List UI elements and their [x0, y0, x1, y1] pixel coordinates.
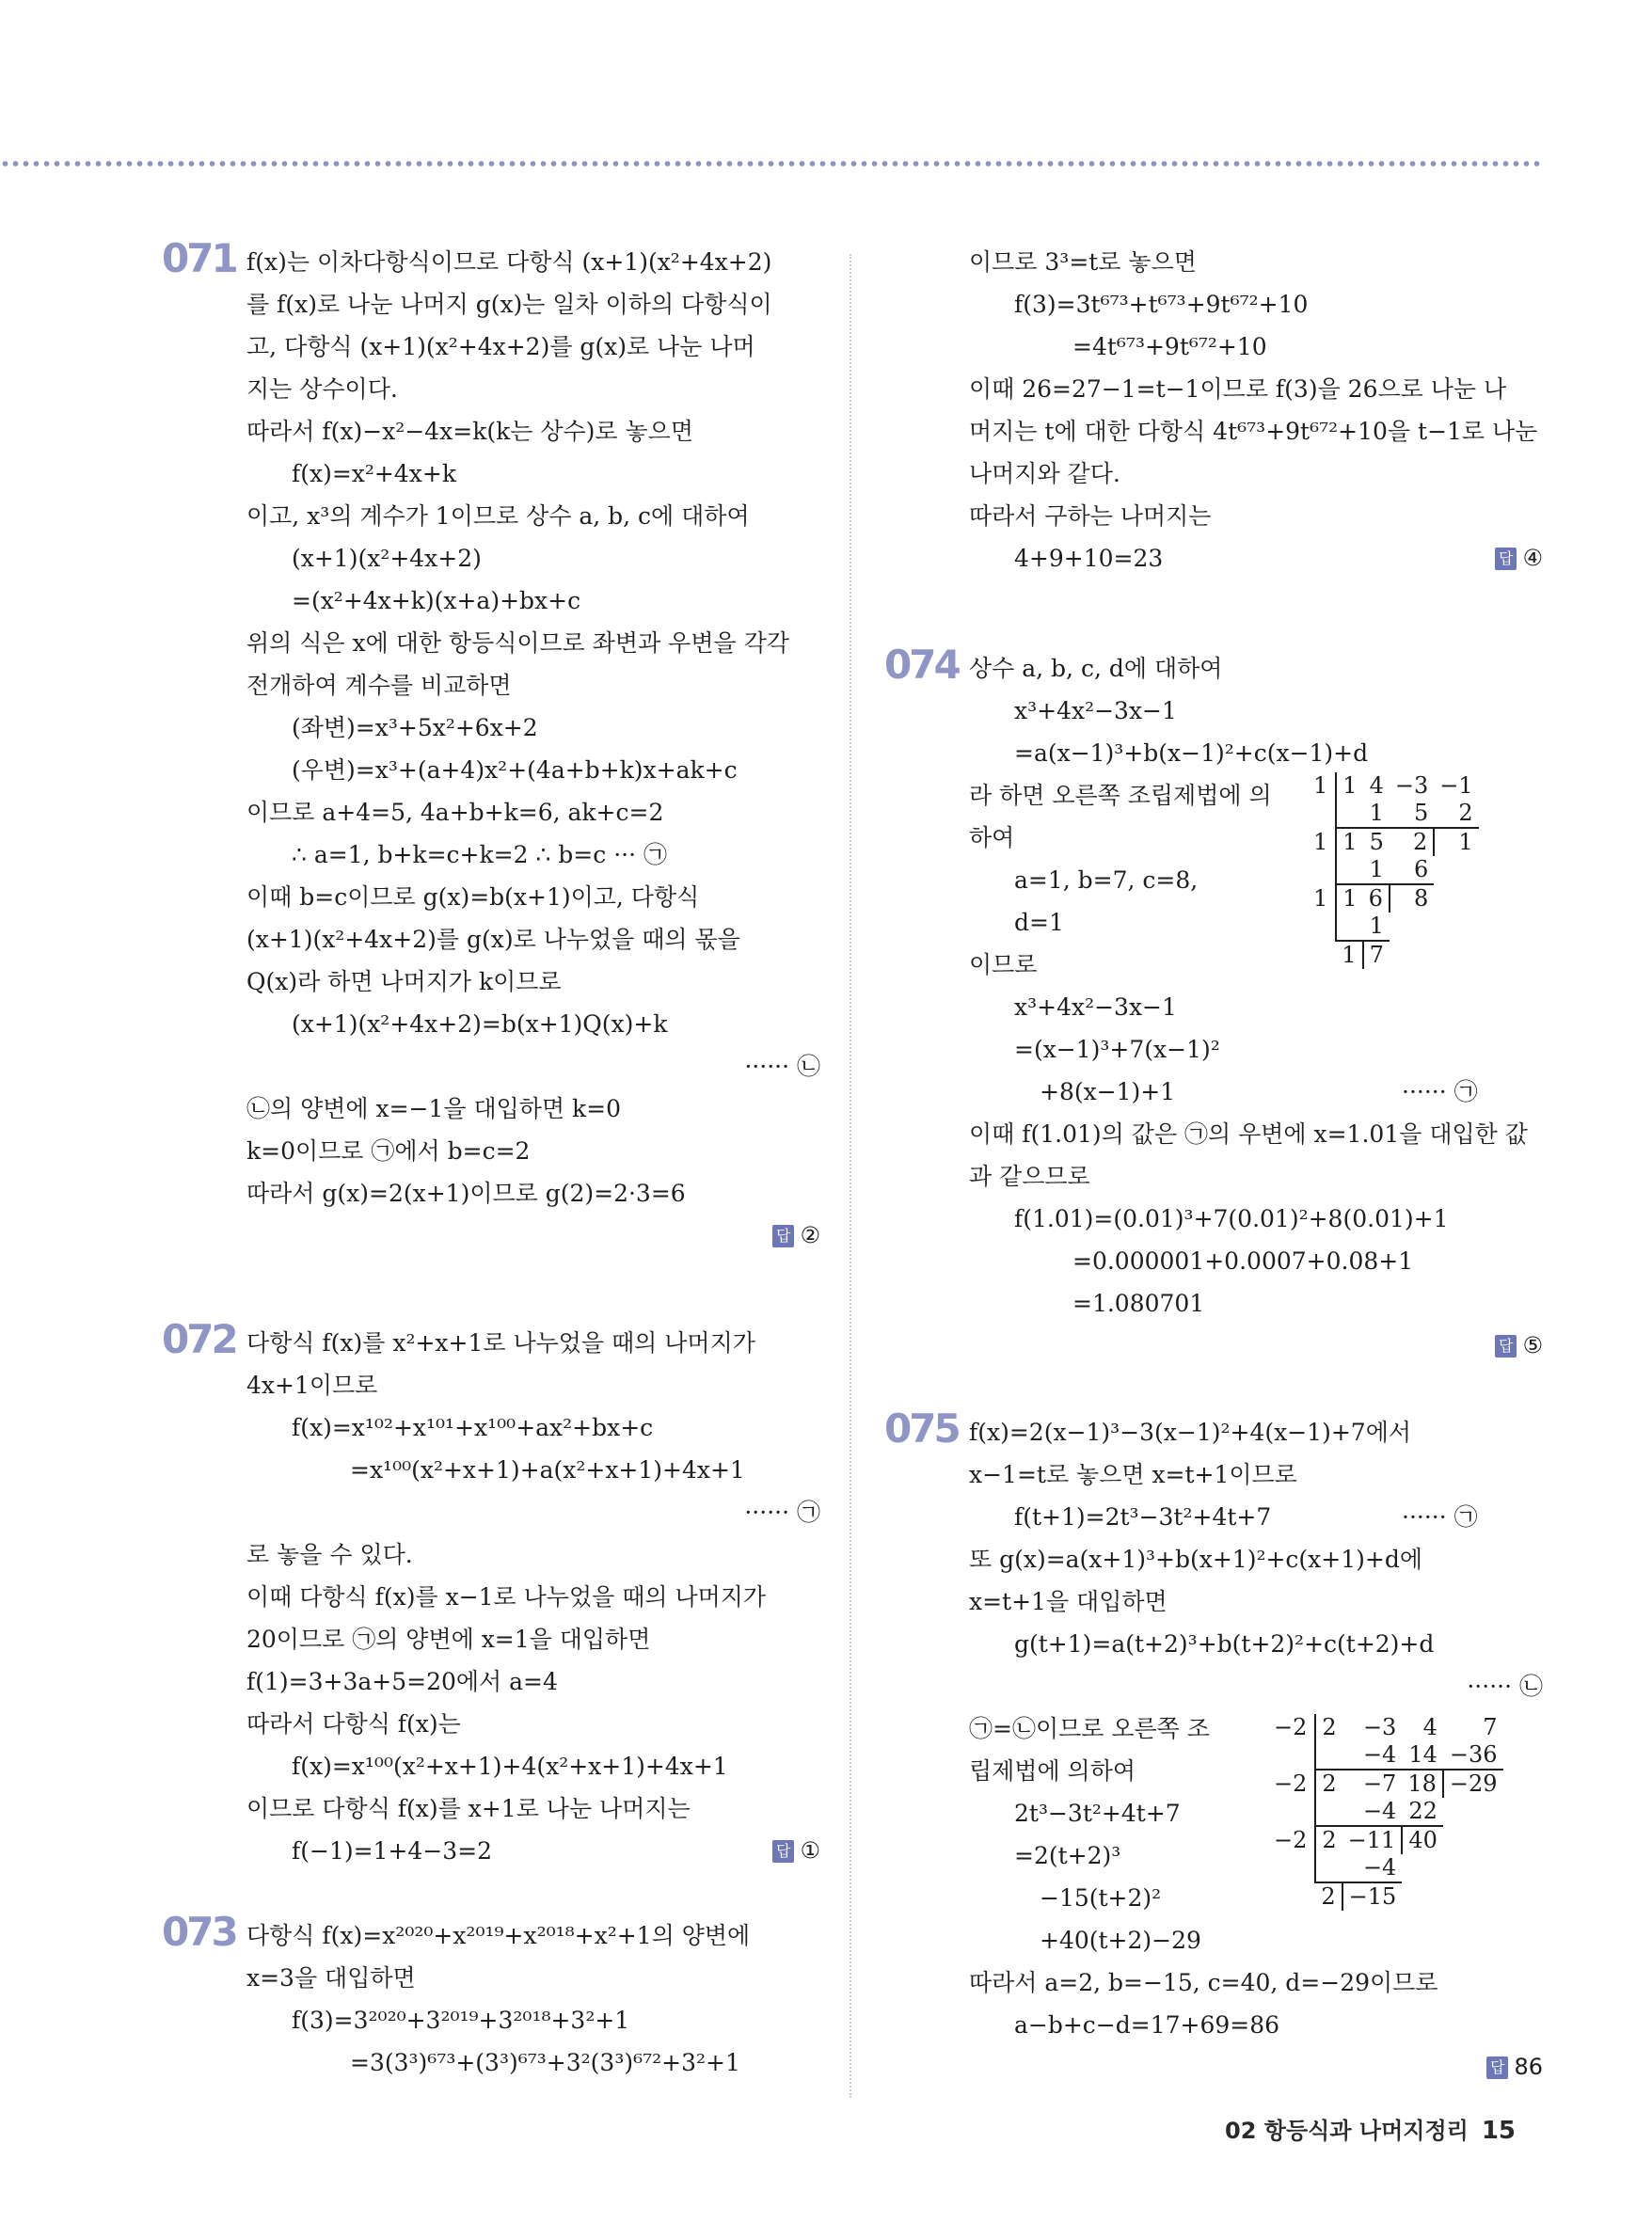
solution-line: 이고, x³의 계수가 1이므로 상수 a, b, c에 대하여	[246, 502, 750, 530]
equation-line: =0.000001+0.0007+0.08+1	[1072, 1247, 1414, 1275]
problem-number: 073	[162, 1909, 236, 1955]
solution-line: 라 하면 오른쪽 조립제법에 의	[969, 782, 1272, 809]
solution-line: 나머지와 같다.	[969, 460, 1120, 487]
solution-line: 전개하여 계수를 비교하면	[246, 672, 512, 699]
answer	[969, 2046, 1543, 2088]
equation-line	[246, 1830, 820, 1872]
solution-line: 이므로 3³=t로 놓으면	[969, 248, 1197, 276]
equation-line: −15(t+2)²	[1040, 1884, 1162, 1912]
coef: 5	[1390, 800, 1434, 828]
coef: 5	[1369, 829, 1384, 855]
equation-text: f(t+1)=2t³−3t²+4t+7	[1014, 1503, 1272, 1531]
solution-line: 립제법에 의하여	[969, 1757, 1136, 1785]
answer-value: ①	[800, 1837, 820, 1864]
coef: 2	[1412, 829, 1428, 855]
coef: 2	[1322, 1827, 1337, 1853]
equation-marker: ······ ㉠	[1402, 1078, 1478, 1105]
equation-line: =3(3³)⁶⁷³+(3³)⁶⁷³+3²(3³)⁶⁷²+3²+1	[350, 2049, 740, 2076]
problem-073-continued	[969, 241, 1543, 580]
equation-line	[969, 1496, 1543, 1538]
equation-line: a=1, b=7, c=8,	[1014, 866, 1199, 894]
equation-line: =2(t+2)³	[1014, 1842, 1121, 1869]
coef: −4	[1342, 1798, 1403, 1826]
answer-label: 답	[772, 1840, 794, 1863]
coef: 1	[1342, 829, 1358, 855]
solution-line: 이므로 a+4=5, 4a+b+k=6, ak+c=2	[246, 799, 664, 826]
equation-line: (우변)=x³+(a+4)x²+(4a+b+k)x+ak+c	[292, 756, 738, 784]
remainder: 8	[1390, 884, 1434, 913]
equation-line: (좌변)=x³+5x²+6x+2	[292, 714, 538, 741]
answer-label: 답	[1495, 1335, 1517, 1358]
equation-line: (x+1)(x²+4x+2)=b(x+1)Q(x)+k	[292, 1010, 668, 1038]
problem-071	[162, 235, 820, 1257]
coef: −3	[1394, 772, 1429, 799]
solution-line: 상수 a, b, c, d에 대하여	[969, 655, 1223, 682]
answer-label: 답	[772, 1225, 794, 1247]
equation-line: f(1.01)=(0.01)³+7(0.01)²+8(0.01)+1	[1014, 1205, 1449, 1232]
synthetic-division-075	[1268, 1714, 1503, 1911]
solution-line: 지는 상수이다.	[246, 375, 398, 403]
solution-line: x−1=t로 놓으면 x=t+1이므로	[969, 1461, 1297, 1488]
solution-line: 20이므로 ㉠의 양변에 x=1을 대입하면	[246, 1626, 651, 1653]
equation-line: f(x)=x²+4x+k	[292, 460, 456, 487]
solution-line: (x+1)(x²+4x+2)를 g(x)로 나누었을 때의 몫을	[246, 926, 740, 953]
answer	[772, 1830, 820, 1872]
coef: 22	[1402, 1798, 1443, 1826]
equation-line	[969, 537, 1543, 580]
divisor: −2	[1268, 1826, 1315, 1854]
coef: 1	[1363, 913, 1390, 941]
solution-line: 이므로	[969, 951, 1038, 978]
coef: 7	[1483, 1714, 1498, 1740]
answer-value: ②	[800, 1222, 820, 1248]
coef: −36	[1443, 1741, 1503, 1770]
solution-line: 따라서 f(x)−x²−4x=k(k는 상수)로 놓으면	[246, 418, 693, 445]
coef: 6	[1390, 856, 1434, 884]
solution-line: 따라서 다항식 f(x)는	[246, 1710, 461, 1738]
coef: 2	[1322, 1714, 1337, 1740]
solution-line: 이때 f(1.01)의 값은 ㉠의 우변에 x=1.01을 대입한 값	[969, 1120, 1528, 1148]
problem-075	[884, 1405, 1543, 2088]
answer	[246, 1215, 820, 1257]
solution-line: 4x+1이므로	[246, 1372, 378, 1399]
coef: −7	[1362, 1770, 1397, 1797]
equation-line: =(x−1)³+7(x−1)²	[1014, 1036, 1220, 1063]
equation-text: f(−1)=1+4−3=2	[292, 1837, 493, 1865]
equation-line: =(x²+4x+k)(x+a)+bx+c	[292, 587, 581, 614]
coef: 2	[1434, 800, 1478, 828]
equation-marker: ······ ㉡	[744, 1053, 820, 1080]
remainder: 7	[1363, 941, 1390, 969]
solution-line: 따라서 a=2, b=−15, c=40, d=−29이므로	[969, 1969, 1438, 1996]
solution-line: f(x)=2(x−1)³−3(x−1)²+4(x−1)+7에서	[969, 1419, 1411, 1446]
solution-line: x=3을 대입하면	[246, 1964, 416, 1992]
equation-line: g(t+1)=a(t+2)³+b(t+2)²+c(t+2)+d	[1014, 1630, 1435, 1658]
equation-marker: ······ ㉠	[1402, 1503, 1478, 1531]
solution-line: 를 f(x)로 나눈 나머지 g(x)는 일차 이하의 다항식이	[246, 291, 772, 318]
solution-line: 이때 26=27−1=t−1이므로 f(3)을 26으로 나눈 나	[969, 375, 1507, 403]
solution-line: ㉡의 양변에 x=−1을 대입하면 k=0	[246, 1095, 622, 1122]
coef: 1	[1363, 800, 1390, 828]
divisor: 1	[1308, 884, 1336, 913]
remainder: −29	[1443, 1770, 1503, 1798]
header-dotted-rule	[0, 160, 1543, 167]
coef: 1	[1363, 856, 1390, 884]
equation-line: x³+4x²−3x−1	[1014, 993, 1177, 1021]
synthetic-division-074	[1308, 772, 1479, 969]
coef: 1	[1342, 772, 1358, 799]
solution-line: 따라서 구하는 나머지는	[969, 502, 1212, 530]
coef: 18	[1407, 1770, 1437, 1797]
remainder: 40	[1402, 1826, 1443, 1854]
solution-line: k=0이므로 ㉠에서 b=c=2	[246, 1137, 531, 1165]
equation-text: 4+9+10=23	[1014, 545, 1164, 572]
problem-number: 072	[162, 1316, 236, 1362]
solution-line: x=t+1을 대입하면	[969, 1588, 1168, 1615]
equation-line: ∴ a=1, b+k=c+k=2 ∴ b=c ··· ㉠	[292, 841, 667, 868]
solution-line: 고, 다항식 (x+1)(x²+4x+2)를 g(x)로 나눈 나머	[246, 333, 755, 360]
coef: 2	[1322, 1770, 1337, 1797]
equation-line: 2t³−3t²+4t+7	[1014, 1800, 1181, 1827]
equation-text: +8(x−1)+1	[1040, 1078, 1176, 1105]
equation-marker: ······ ㉠	[744, 1499, 820, 1526]
solution-line: 위의 식은 x에 대한 항등식이므로 좌변과 우변을 각각	[246, 629, 789, 657]
column-divider	[850, 254, 851, 2098]
equation-line: =1.080701	[1072, 1290, 1205, 1317]
coef: 1	[1342, 885, 1358, 912]
remainder: −15	[1342, 1882, 1403, 1911]
coef: 14	[1402, 1741, 1443, 1770]
equation-line: f(x)=x¹⁰⁰(x²+x+1)+4(x²+x+1)+4x+1	[292, 1753, 728, 1780]
solution-line: 다항식 f(x)를 x²+x+1로 나누었을 때의 나머지가	[246, 1329, 755, 1357]
equation-line	[969, 1071, 1543, 1113]
solution-line: ㉠=㉡이므로 오른쪽 조	[969, 1715, 1210, 1742]
divisor: −2	[1268, 1770, 1315, 1798]
answer	[969, 1325, 1543, 1367]
divisor: −2	[1268, 1714, 1315, 1741]
problem-number: 074	[884, 642, 959, 688]
remainder: 1	[1434, 828, 1478, 856]
problem-072	[162, 1316, 820, 1872]
coef: −1	[1439, 772, 1473, 799]
coef: −4	[1342, 1854, 1403, 1882]
coef: 1	[1342, 942, 1357, 968]
coef: −4	[1342, 1741, 1403, 1770]
equation-line: =4t⁶⁷³+9t⁶⁷²+10	[1072, 333, 1267, 360]
solution-line: 과 같으므로	[969, 1163, 1090, 1190]
divisor: 1	[1308, 828, 1336, 856]
equation-line: =x¹⁰⁰(x²+x+1)+a(x²+x+1)+4x+1	[350, 1456, 745, 1484]
answer-label: 답	[1486, 2056, 1508, 2079]
equation-line: f(x)=x¹⁰²+x¹⁰¹+x¹⁰⁰+ax²+bx+c	[292, 1414, 654, 1441]
equation-line: f(3)=3²⁰²⁰+3²⁰¹⁹+3²⁰¹⁸+3²+1	[292, 2007, 630, 2034]
solution-line: f(1)=3+3a+5=20에서 a=4	[246, 1668, 558, 1695]
divisor: 1	[1308, 772, 1336, 800]
problem-number: 071	[162, 235, 236, 281]
equation-line: (x+1)(x²+4x+2)	[292, 545, 482, 572]
solution-line: 이때 다항식 f(x)를 x−1로 나누었을 때의 나머지가	[246, 1583, 767, 1611]
solution-line: 다항식 f(x)=x²⁰²⁰+x²⁰¹⁹+x²⁰¹⁸+x²+1의 양변에	[246, 1922, 751, 1949]
coef: 4	[1369, 772, 1384, 799]
solution-line: 머지는 t에 대한 다항식 4t⁶⁷³+9t⁶⁷²+10을 t−1로 나눈	[969, 418, 1538, 445]
equation-line: f(3)=3t⁶⁷³+t⁶⁷³+9t⁶⁷²+10	[1014, 291, 1309, 318]
chapter-title: 02 항등식과 나머지정리	[1225, 2118, 1469, 2144]
equation-line: x³+4x²−3x−1	[1014, 697, 1177, 724]
problem-074	[884, 642, 1543, 1367]
equation-marker: ······ ㉡	[1467, 1673, 1543, 1700]
coef: 6	[1368, 885, 1383, 912]
coef: −3	[1362, 1714, 1397, 1740]
problem-073	[162, 1909, 820, 2084]
coef: 4	[1422, 1714, 1438, 1740]
solution-line: f(x)는 이차다항식이므로 다항식 (x+1)(x²+4x+2)	[246, 248, 772, 276]
page-number: 15	[1481, 2117, 1516, 2145]
answer-value: ④	[1522, 545, 1543, 571]
coef: 2	[1321, 1883, 1336, 1910]
page-footer	[1225, 2112, 1516, 2145]
solution-line: 또 g(x)=a(x+1)³+b(x+1)²+c(x+1)+d에	[969, 1546, 1422, 1573]
answer-label: 답	[1495, 548, 1517, 570]
solution-line: 따라서 g(x)=2(x+1)이므로 g(2)=2·3=6	[246, 1180, 686, 1207]
equation-line: =a(x−1)³+b(x−1)²+c(x−1)+d	[1014, 739, 1369, 767]
answer-value: ⑤	[1522, 1332, 1543, 1358]
answer	[1495, 537, 1543, 580]
equation-line: +40(t+2)−29	[1040, 1927, 1201, 1954]
solution-line: Q(x)라 하면 나머지가 k이므로	[246, 968, 562, 995]
equation-line: d=1	[1014, 909, 1064, 936]
solution-line: 하여	[969, 824, 1015, 851]
solution-line: 이때 b=c이므로 g(x)=b(x+1)이고, 다항식	[246, 883, 700, 911]
coef: −11	[1347, 1827, 1396, 1853]
equation-line: a−b+c−d=17+69=86	[1014, 2011, 1280, 2039]
problem-number: 075	[884, 1405, 959, 1452]
solution-line: 이므로 다항식 f(x)를 x+1로 나눈 나머지는	[246, 1795, 691, 1822]
answer-value: 86	[1514, 2054, 1543, 2080]
solution-line: 로 놓을 수 있다.	[246, 1541, 413, 1568]
